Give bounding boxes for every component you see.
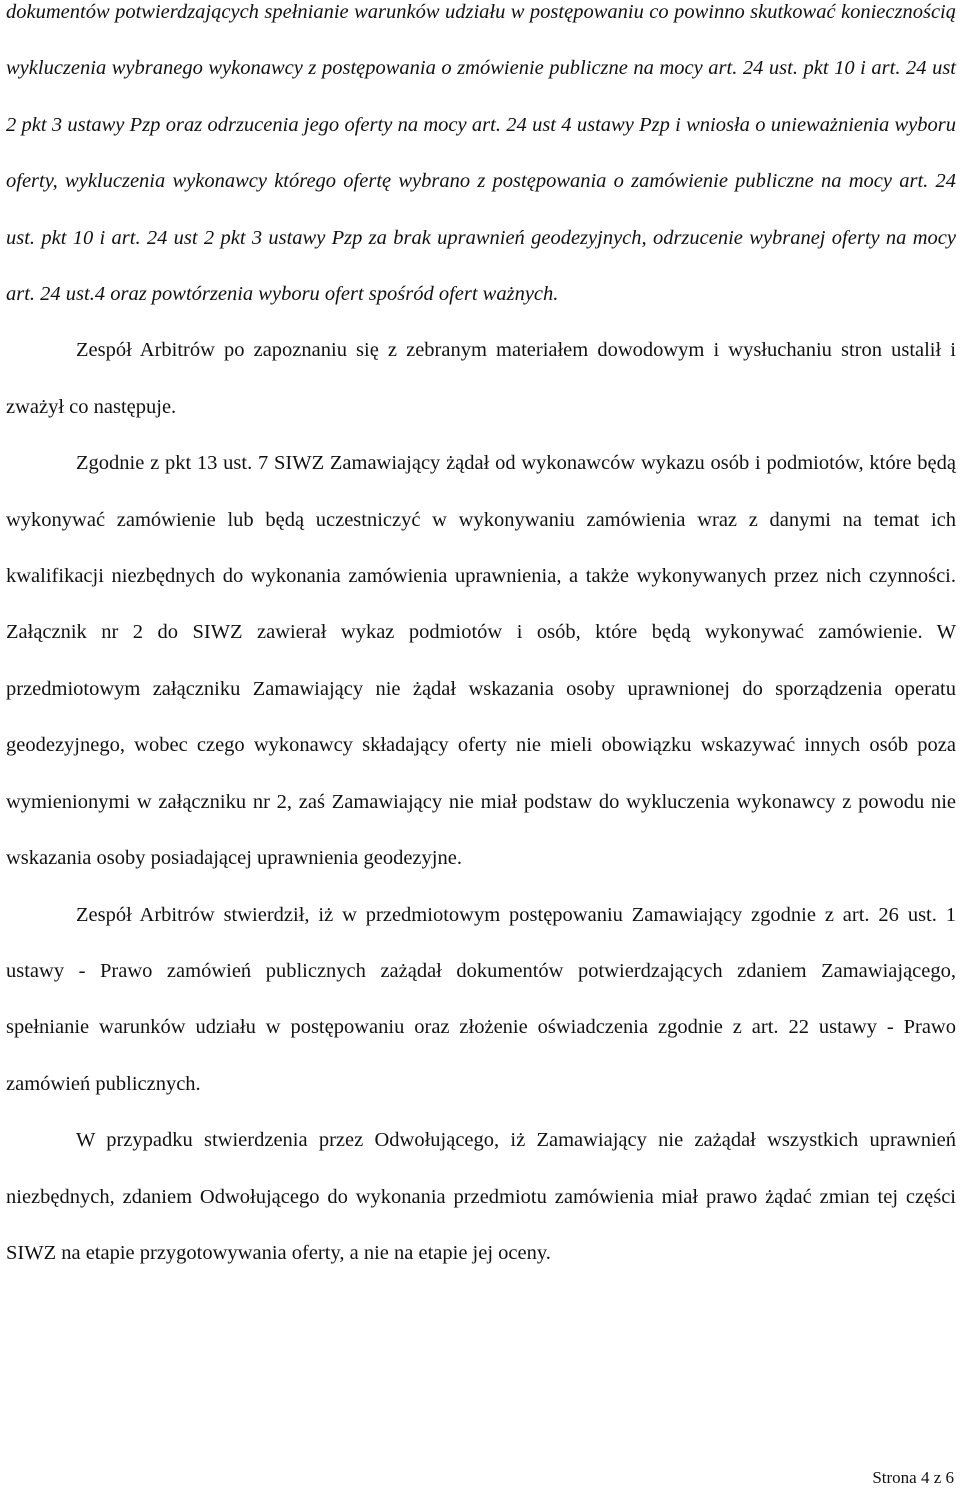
paragraph-2: Zespół Arbitrów po zapoznaniu się z zebranym materiałem dowodowym i wysłuchaniu stron ustalił i zważył co następuje. (6, 339, 956, 418)
paragraph-4: Zespół Arbitrów stwierdził, iż w przedmiotowym postępowaniu Zamawiający zgodnie z art. 26 ust. 1 ustawy - Prawo zamówień publicznych zażądał dokumentów potwierdzających zdaniem Zamawiającego, spełnianie warunków udziału w postępowaniu oraz złożenie oświadczenia zgodnie z art. 22 ustawy - Prawo zamówień publicznych. (6, 903, 956, 1095)
document-body (6, 0, 956, 1281)
paragraph-1: dokumentów potwierdzających spełnianie warunków udziału w postępowaniu co powinno skutkować koniecznością wykluczenia wybranego wykonawcy z postępowania o zmówienie publiczne na mocy art. 24 ust. pkt 10 i art. 24 ust 2 pkt 3 ustawy Pzp oraz odrzucenia jego oferty na mocy art. 24 ust 4 ustawy Pzp i wniosła o unieważnienia wyboru oferty, wykluczenia wykonawcy którego ofertę wybrano z postępowania o zamówienie publiczne na mocy art. 24 ust. pkt 10 i art. 24 ust 2 pkt 3 ustawy Pzp za brak uprawnień geodezyjnych, odrzucenie wybranej oferty na mocy art. 24 ust.4 oraz powtórzenia wyboru ofert spośród ofert ważnych. (6, 1, 956, 306)
paragraph-5: W przypadku stwierdzenia przez Odwołującego, iż Zamawiający nie zażądał wszystkich uprawnień niezbędnych, zdaniem Odwołującego do wykonania przedmiotu zamówienia miał prawo żądać zmian tej części SIWZ na etapie przygotowywania oferty, a nie na etapie jej oceny. (6, 1129, 956, 1264)
page-number-footer: Strona 4 z 6 (872, 1468, 954, 1487)
paragraph-3: Zgodnie z pkt 13 ust. 7 SIWZ Zamawiający żądał od wykonawców wykazu osób i podmiotów, które będą wykonywać zamówienie lub będą uczestniczyć w wykonywaniu zamówienia wraz z danymi na temat ich kwalifikacji niezbędnych do wykonania zamówienia uprawnienia, a także wykonywanych przez nich czynności. Załącznik nr 2 do SIWZ zawierał wykaz podmiotów i osób, które będą wykonywać zamówienie. W przedmiotowym załączniku Zamawiający nie żądał wskazania osoby uprawnionej do sporządzenia operatu geodezyjnego, wobec czego wykonawcy składający oferty nie mieli obowiązku wskazywać innych osób poza wymienionymi w załączniku nr 2, zaś Zamawiający nie miał podstaw do wykluczenia wykonawcy z powodu nie wskazania osoby posiadającej uprawnienia geodezyjne. (6, 452, 956, 870)
